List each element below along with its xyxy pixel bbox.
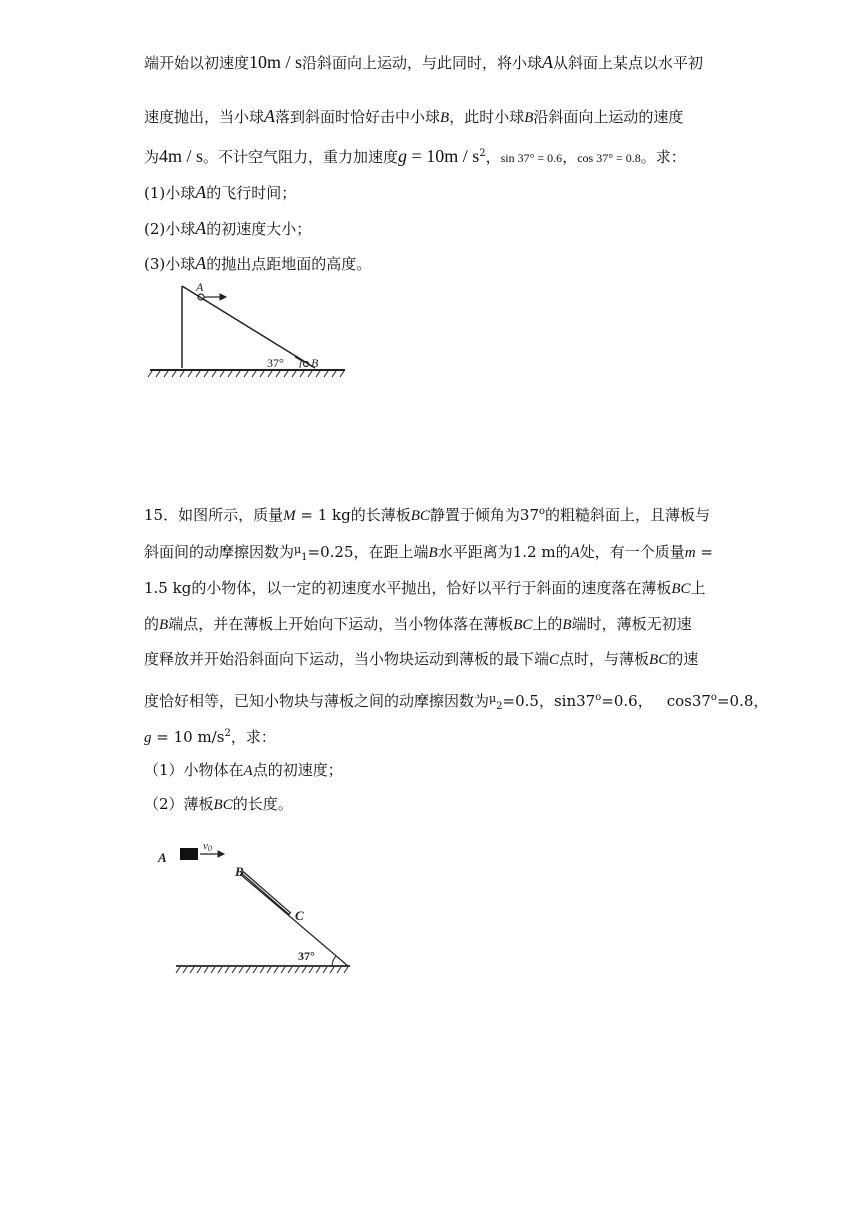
incline-figure-14 [140, 278, 360, 388]
p15-line-7: g = 10 $m/s^2$，求： [144, 728, 276, 746]
p14-question-3: (3)小球A的抛出点距地面的高度。 [144, 253, 372, 273]
p15-line-3: 1.5 kg的小物体，以一定的初速度水平抛出，恰好以平行于斜面的速度落在薄板BC上 [144, 579, 706, 597]
angle-arc-14 [300, 360, 302, 368]
label-a-14: A [196, 280, 204, 294]
label-v0: v0 [203, 840, 212, 853]
label-c-15: C [295, 908, 304, 923]
incline-line-15 [240, 874, 348, 966]
label-b-15: B [235, 864, 244, 879]
p14-question-2: (2)小球A的初速度大小； [144, 218, 312, 238]
angle-label-15: 37° [298, 949, 315, 963]
p15-question-2: （2）薄板BC的长度。 [144, 795, 293, 813]
block-a [180, 848, 198, 860]
ground-hatching [148, 371, 344, 377]
p15-line-2: 斜面间的动摩擦因数为$^\mu_1$=0.25，在距上端B水平距离为1.2 m的A处，有一个质量m = [144, 543, 713, 563]
ground-hatching-15 [176, 967, 348, 973]
p14-line-1: 端开始以初速度10m / s沿斜面向上运动，与此同时，将小球A从斜面上某点以水平初 [144, 52, 704, 72]
p15-line-6: 度恰好相等，已知小物块与薄板之间的动摩擦因数为$^\mu_2$=0.5，$\sin 37^o=0.6$， $\cos 37^o=0.8$， [144, 692, 769, 712]
label-b-14: B [311, 356, 319, 370]
p14-question-1: (1)小球A的飞行时间； [144, 182, 297, 202]
angle-arc-15 [332, 956, 336, 966]
incline-figure-15 [150, 832, 370, 982]
p15-line-1: 15．如图所示，质量M = 1 kg的长薄板BC静置于倾角为37$^o$的粗糙斜面上，且薄板与 [144, 506, 711, 524]
p14-line-2: 速度抛出，当小球A落到斜面时恰好击中小球B，此时小球B沿斜面向上运动的速度 [144, 106, 684, 126]
p15-question-1: （1）小物体在A点的初速度； [144, 761, 343, 779]
p14-line-3: 为4m / s。不计空气阻力，重力加速度$g = 10m / s^2$，sin 37° = 0.6，cos 37° = 0.8。求： [144, 146, 686, 166]
plank-bc-inner [243, 873, 289, 913]
label-a-15: A [158, 850, 167, 865]
initial-speed-value: 10m / s [249, 52, 303, 72]
p15-line-5: 度释放并开始沿斜面向下运动，当小物块运动到薄板的最下端C点时，与薄板BC的速 [144, 650, 699, 668]
incline-line [182, 286, 315, 368]
angle-label-14: 37° [267, 356, 284, 370]
p15-line-4: 的B端点，并在薄板上开始向下运动，当小物体落在薄板BC上的B端时，薄板无初速 [144, 615, 692, 633]
